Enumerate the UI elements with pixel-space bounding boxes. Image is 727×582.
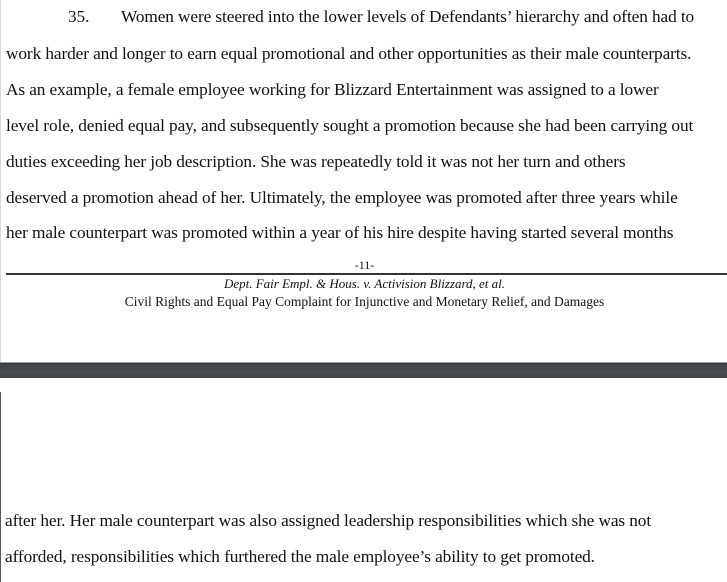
paragraph-line: As an example, a female employee working for Blizzard Entertainment was assigned to a lower bbox=[6, 80, 659, 99]
paragraph-line: duties exceeding her job description. She was repeatedly told it was not her turn and others bbox=[6, 152, 626, 171]
case-caption: Dept. Fair Empl. & Hous. v. Activision Blizzard, et al. bbox=[223, 276, 506, 291]
document-page-12 bbox=[0, 378, 727, 582]
paragraph-text: Women were steered into the lower levels of Defendants’ hierarchy and often had to bbox=[121, 7, 695, 26]
paragraph-line: deserved a promotion ahead of her. Ultimately, the employee was promoted after three years while bbox=[6, 188, 678, 207]
footer-divider bbox=[6, 273, 727, 275]
page-number: -11- bbox=[354, 258, 375, 272]
paragraph-line: her male counterpart was promoted within a year of his hire despite having started several months bbox=[6, 223, 674, 242]
document-title: Civil Rights and Equal Pay Complaint for Injunctive and Monetary Relief, and Damages bbox=[124, 294, 605, 309]
paragraph-line: after her. Her male counterpart was also assigned leadership responsibilities which she was not bbox=[5, 511, 652, 530]
page-separator bbox=[0, 362, 727, 379]
paragraph-number: 35. bbox=[68, 7, 90, 26]
paragraph-line: work harder and longer to earn equal promotional and other opportunities as their male counterparts. bbox=[6, 44, 692, 63]
page-edge bbox=[0, 392, 1, 582]
paragraph-line: level role, denied equal pay, and subsequently sought a promotion because she had been carrying out bbox=[6, 116, 694, 135]
paragraph-line: afforded, responsibilities which furthered the male employee’s ability to get promoted. bbox=[5, 547, 595, 566]
